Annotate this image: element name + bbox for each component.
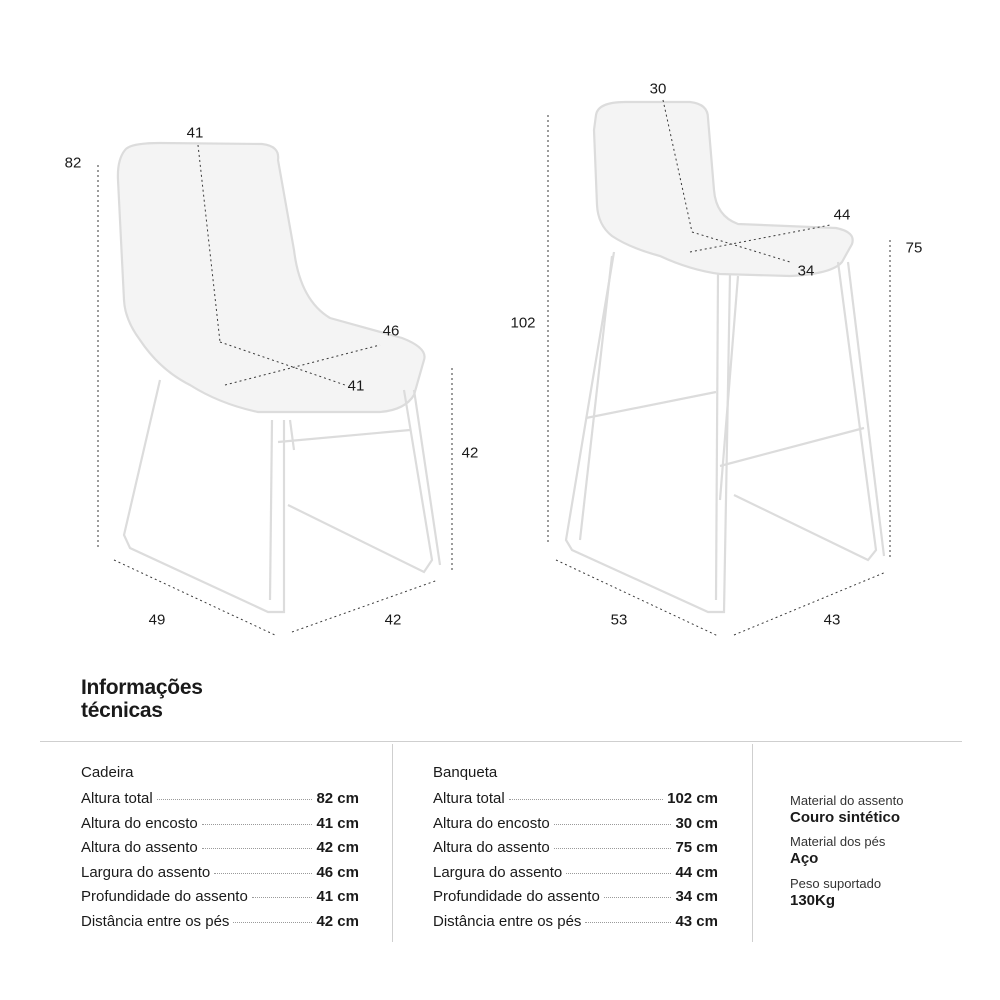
chair-drawing xyxy=(118,143,440,612)
chair-backrest-height-label: 41 xyxy=(186,124,204,142)
feet-material-spec xyxy=(790,834,885,867)
stool-table-heading: Banqueta xyxy=(433,764,498,781)
stool-base-depth-label: 53 xyxy=(610,611,628,629)
row-value: 42 cm xyxy=(316,839,359,856)
dot-leader xyxy=(585,922,671,923)
row-label: Largura do assento xyxy=(433,863,563,881)
stool-base-width-label: 43 xyxy=(823,611,841,629)
row-label: Altura do assento xyxy=(81,839,198,856)
row-label: Profundidade do assento xyxy=(433,888,600,905)
row-value: 30 cm xyxy=(675,814,718,832)
dot-leader xyxy=(202,848,313,849)
table-row xyxy=(81,839,359,864)
row-value: 46 cm xyxy=(316,863,359,881)
row-value: 41 cm xyxy=(316,814,359,832)
row-label: Altura do encosto xyxy=(433,814,550,832)
section-title-line1: Informações xyxy=(81,676,203,699)
dot-leader xyxy=(214,873,312,874)
row-label: Altura total xyxy=(433,790,505,807)
section-title xyxy=(81,676,203,722)
stool-seat-height-label: 75 xyxy=(905,239,923,257)
dot-leader xyxy=(157,799,313,800)
dot-leader xyxy=(202,824,313,825)
dot-leader xyxy=(509,799,663,800)
table-row xyxy=(433,888,718,913)
row-label: Largura do assento xyxy=(81,863,211,881)
divider-horizontal xyxy=(40,741,962,742)
table-row xyxy=(433,913,718,938)
table-row xyxy=(81,864,359,889)
row-value: 75 cm xyxy=(675,839,718,856)
chair-table-heading: Cadeira xyxy=(81,764,134,781)
row-label: Altura do encosto xyxy=(81,814,198,832)
dot-leader xyxy=(554,848,672,849)
table-row xyxy=(433,864,718,889)
table-row xyxy=(81,815,359,840)
row-label: Distância entre os pés xyxy=(81,912,230,930)
table-row xyxy=(433,790,718,815)
stool-seat-width-label: 44 xyxy=(833,206,851,224)
divider-vertical-2 xyxy=(752,744,753,942)
dot-leader xyxy=(252,897,313,898)
divider-vertical-1 xyxy=(392,744,393,942)
seat-material-spec xyxy=(790,793,903,826)
stool-total-height-label: 102 xyxy=(510,314,536,332)
chair-total-height-label: 82 xyxy=(64,154,82,172)
stool-spec-table xyxy=(433,764,718,937)
seat-material-label: Material do assento xyxy=(790,793,904,808)
stool-seat-depth-label: 34 xyxy=(797,262,815,280)
row-value: 41 cm xyxy=(316,888,359,905)
chair-seat-depth-label: 41 xyxy=(347,377,365,395)
table-row xyxy=(81,888,359,913)
dot-leader xyxy=(604,897,672,898)
weight-label: Peso suportado xyxy=(790,876,882,891)
stool-backrest-height-label: 30 xyxy=(649,80,667,98)
row-label: Altura do assento xyxy=(433,839,550,856)
seat-material-value: Couro sintético xyxy=(790,809,901,826)
row-value: 44 cm xyxy=(675,863,718,881)
chair-base-width-label: 42 xyxy=(384,611,402,629)
stool-drawing xyxy=(566,102,884,612)
chair-spec-table xyxy=(81,764,359,937)
row-label: Distância entre os pés xyxy=(433,912,582,930)
dot-leader xyxy=(566,873,671,874)
dot-leader xyxy=(233,922,312,923)
row-label: Profundidade do assento xyxy=(81,888,248,905)
feet-material-label: Material dos pés xyxy=(790,834,886,849)
row-label: Altura total xyxy=(81,790,153,807)
chair-seat-height-label: 42 xyxy=(461,444,479,462)
weight-spec xyxy=(790,876,881,909)
table-row xyxy=(81,790,359,815)
feet-material-value: Aço xyxy=(790,850,819,867)
table-row xyxy=(433,839,718,864)
row-value: 82 cm xyxy=(316,790,359,807)
table-row xyxy=(433,815,718,840)
chair-base-depth-label: 49 xyxy=(148,611,166,629)
row-value: 34 cm xyxy=(675,888,718,905)
row-value: 102 cm xyxy=(667,790,718,807)
row-value: 43 cm xyxy=(675,912,718,930)
row-value: 42 cm xyxy=(316,912,359,930)
weight-value: 130Kg xyxy=(790,892,836,909)
table-row xyxy=(81,913,359,938)
section-title-line2: técnicas xyxy=(81,699,163,722)
dot-leader xyxy=(554,824,672,825)
chair-seat-width-label: 46 xyxy=(382,322,400,340)
